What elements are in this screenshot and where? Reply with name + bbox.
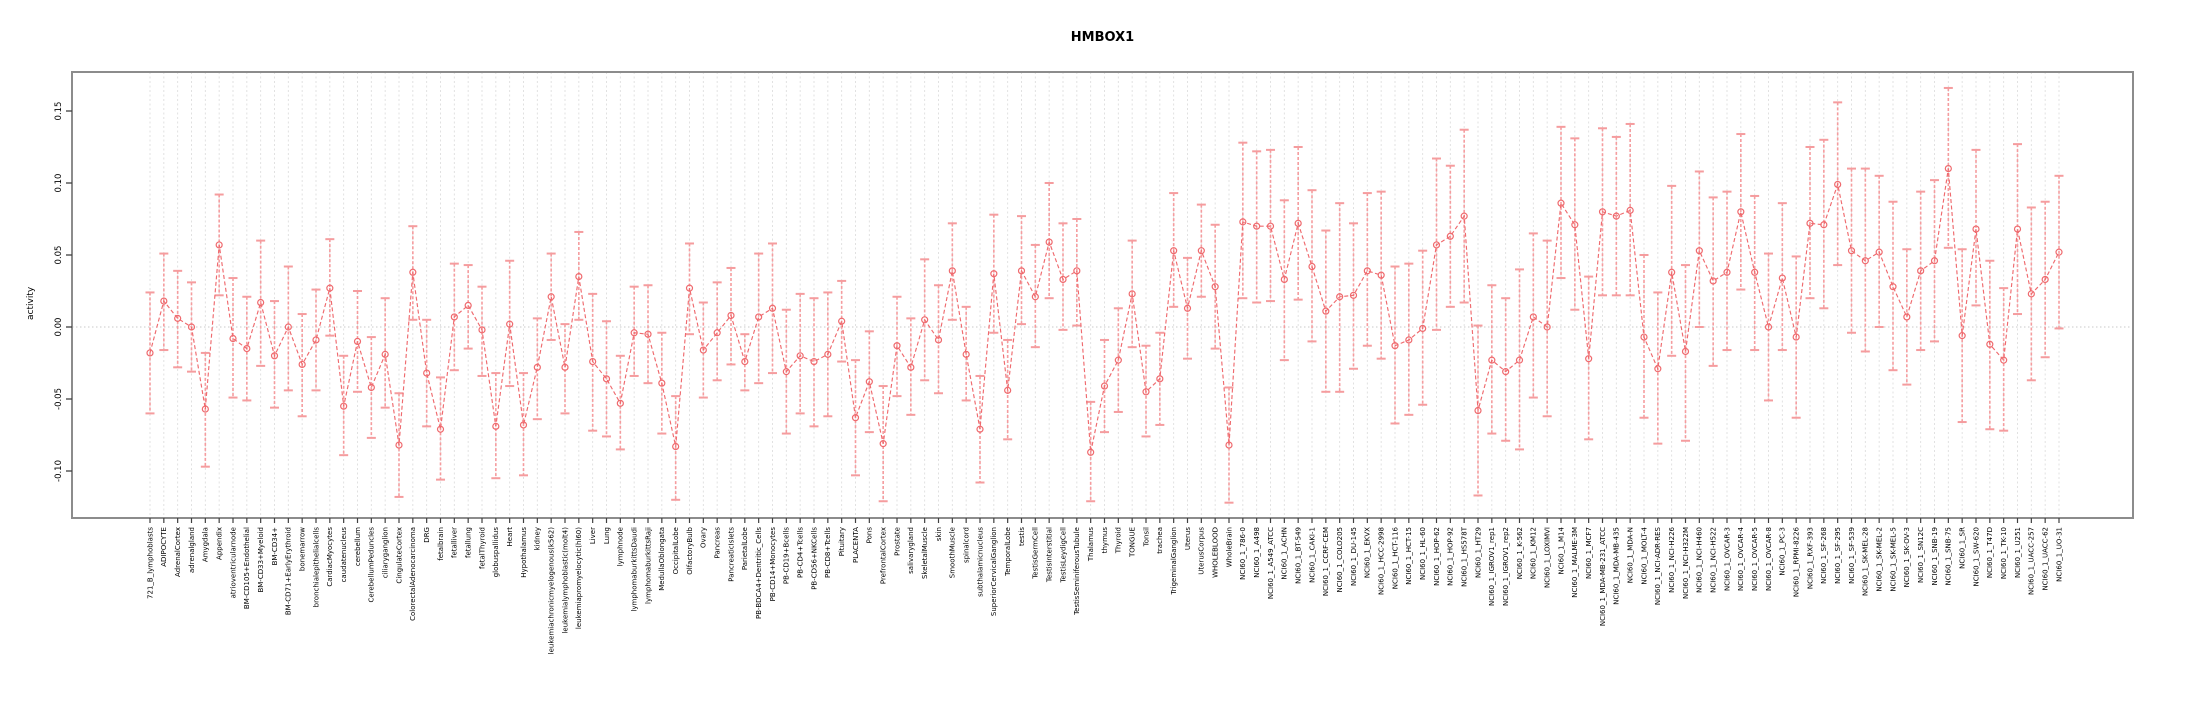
x-tick-label: NCI60_1_NCI-H522 [1709,527,1718,593]
x-tick-label: CardiacMyocytes [326,527,335,587]
x-tick-label: ADIPOCYTE [160,527,169,567]
x-tick-label: TestisGermCell [1031,527,1040,579]
x-tick-label: Lung [602,527,611,545]
x-tick-label: NCI60_1_SF-268 [1820,527,1829,584]
x-tick-label: NCI60_1_IGROV1_rep2 [1502,527,1511,606]
x-tick-label: SmoothMuscle [948,527,957,579]
x-tick-label: NCI60_1_A498 [1253,527,1262,578]
x-tick-label: OlfactoryBulb [685,527,694,575]
x-tick-label: NCI60_1_HOP-92 [1446,527,1455,586]
x-tick-label: NCI60_1_BT-549 [1294,527,1303,584]
x-tick-label: NCI60_1_T47D [1986,527,1995,579]
x-tick-label: OccipitalLobe [672,527,681,575]
x-tick-label: MedullaOblongata [658,527,667,591]
x-tick-label: adrenalgland [187,527,196,573]
x-tick-label: SkeletalMuscle [921,527,930,580]
x-tick-label: NCI60_1_LOXIMVI [1543,527,1552,589]
x-tick-label: NCI60_1_SK-OV-3 [1903,527,1912,588]
x-tick-label: AdrenalCortex [174,527,183,577]
x-tick-label: NCI60_1_U251 [2013,526,2022,579]
x-tick-label: NCI60_1_HCC-2998 [1377,527,1386,595]
x-tick-label: 721_B_lymphoblasts [146,527,155,599]
x-tick-label: NCI60_1_EKVX [1363,527,1372,579]
x-tick-label: DRG [423,527,432,543]
x-tick-label: NCI60_1_RPMI-8226 [1792,527,1801,598]
x-tick-label: TestisSeminiferousTubule [1073,527,1082,615]
x-tick-label: fetallung [464,527,473,559]
x-tick-label: NCI60_1_COLO205 [1336,527,1345,593]
x-tick-label: BM-CD71+EarlyErythroid [284,527,293,616]
x-tick-label: Heart [506,527,515,547]
x-tick-label: PrefrontalCortex [879,527,888,585]
x-tick-label: Pons [865,527,874,544]
x-tick-label: Uterus [1183,527,1192,551]
x-tick-label: NCI60_1_786-0 [1239,527,1248,580]
x-tick-label: leukemiapromyelocytic(hl60) [575,527,584,630]
x-tick-label: salivarygland [907,527,916,574]
x-tick-label: NCI60_1_MDA-MB-435 [1612,527,1621,605]
x-tick-label: WholeBrain [1225,527,1234,568]
x-tick-label: NCI60_1_TK-10 [2000,527,2009,580]
x-tick-label: CerebellumPeduncles [367,527,376,603]
x-tick-label: PB-CD14+Monocytes [768,527,777,602]
x-tick-label: NCI60_1_IGROV1_rep1 [1488,527,1497,606]
x-tick-label: TestisInterstitial [1045,527,1054,583]
x-tick-label: bronchialepithelialcells [312,527,321,608]
x-tick-label: NCI60_1_MDA-N [1626,527,1635,584]
x-tick-label: NCI60_1_MALME-3M [1571,527,1580,598]
y-tick-label: 0.05 [54,245,64,265]
x-tick-label: fetalbrain [436,527,445,561]
x-tick-label: Prostate [893,527,902,556]
x-tick-label: ciliaryganglion [381,527,390,579]
x-tick-label: WHOLEBLOOD [1211,527,1220,578]
x-tick-label: testis [1017,527,1026,547]
x-tick-label: NCI60_1_SK-MEL-28 [1861,527,1870,597]
x-tick-label: TemporalLobe [1004,527,1013,576]
x-tick-label: PB-CD8+Tcells [824,527,833,578]
y-axis-label: activity [26,286,36,320]
x-tick-label: cerebellum [353,527,362,567]
x-tick-label: PB-CD19+Bcells [782,527,791,585]
x-tick-label: thymus [1100,527,1109,554]
x-tick-label: NCI60_1_ACHN [1280,527,1289,580]
x-tick-label: lymphomaburkittsRaji [644,527,653,604]
x-tick-label: Thalamus [1087,527,1096,562]
x-tick-label: NCI60_1_MCF7 [1585,527,1594,579]
x-tick-label: lymphomaburkittsDaudi [630,527,639,612]
x-tick-label: ColorectalAdenocarcinoma [409,527,418,621]
y-tick-label: 0.15 [54,101,64,121]
x-tick-label: PB-BDCA4+Dentritic_Cells [755,527,764,619]
x-tick-label: Pituitary [838,527,847,557]
x-tick-label: NCI60_1_OVCAR-8 [1764,527,1773,591]
x-tick-label: NCI60_1_SF-295 [1834,527,1843,584]
x-tick-label: Appendix [215,527,224,560]
x-tick-label: TONGUE [1128,527,1137,557]
x-tick-label: NCI60_1_CCRF-CEM [1322,527,1331,597]
x-tick-label: NCI60_1_HS578T [1460,527,1469,587]
x-tick-label: NCI60_1_NCI-H322M [1681,527,1690,599]
x-tick-label: lymphnode [616,527,625,567]
x-tick-label: NCI60_1_UACC-62 [2041,527,2050,591]
x-tick-label: SuperiorCervicalGanglion [990,527,999,617]
x-tick-label: PancreaticIslets [727,527,736,582]
y-tick-label: 0.10 [54,173,64,193]
x-tick-label: PB-CD56+NKCells [810,527,819,590]
x-tick-label: NCI60_1_SNB-75 [1944,527,1953,586]
x-tick-label: NCI60_1_HL-60 [1419,527,1428,581]
x-tick-label: fetalThyroid [478,527,487,569]
x-tick-label: TestisLeydigCell [1059,527,1068,583]
y-tick-label: -0.10 [54,460,64,482]
x-tick-label: NCI60_1_SN12C [1917,527,1926,584]
x-tick-label: NCI60_1_NCI-ADR-RES [1654,527,1663,606]
x-tick-label: NCI60_1_DU-145 [1349,527,1358,586]
x-tick-label: Hypothalamus [519,527,528,578]
y-tick-label: -0.05 [54,388,64,410]
x-tick-label: NCI60_1_SW-620 [1972,527,1981,587]
x-tick-label: NCI60_1_MOLT-4 [1640,527,1649,585]
x-tick-label: NCI60_1_MDA-MB-231_ATCC [1598,527,1607,627]
x-tick-label: NCI60_1_UACC-257 [2027,527,2036,596]
x-tick-label: spinalcord [962,527,971,564]
x-tick-label: NCI60_1_PC-3 [1778,527,1787,576]
y-tick-label: 0.00 [54,317,64,337]
x-tick-label: caudatenucleus [340,527,349,583]
x-tick-label: trachea [1156,527,1165,554]
x-tick-label: NCI60_1_SR [1958,527,1967,569]
x-tick-label: NCI60_1_NCI-H226 [1668,527,1677,593]
x-tick-label: NCI60_1_HOP-62 [1432,527,1441,586]
x-tick-label: CingulateCortex [395,527,404,584]
x-tick-label: NCI60_1_SK-MEL-5 [1889,527,1898,592]
x-tick-label: BM-CD34+ [270,527,279,566]
x-tick-label: NCI60_1_OVCAR-4 [1737,527,1746,591]
x-tick-label: UterusCorpus [1197,527,1206,575]
x-tick-label: Amygdala [201,527,210,563]
x-tick-label: NCI60_1_SF-539 [1847,527,1856,584]
x-tick-label: BM-CD105+Endothelial [243,527,252,610]
x-tick-label: NCI60_1_OVCAR-3 [1723,527,1732,591]
x-tick-label: NCI60_1_M14 [1557,527,1566,575]
x-tick-label: PLACENTA [851,527,860,564]
x-tick-label: fetalliver [450,527,459,558]
x-tick-label: NCI60_1_HCT-116 [1391,527,1400,590]
x-tick-label: NCI60_1_UO-31 [2055,527,2064,582]
x-tick-label: NCI60_1_NCI-H460 [1695,527,1704,593]
x-tick-label: Ovary [699,527,708,548]
x-tick-label: NCI60_1_K-562 [1515,527,1524,580]
x-tick-label: BM-CD33+Myeloid [257,527,266,593]
x-tick-label: ParietalLobe [741,527,750,571]
x-tick-label: globuspallidus [492,527,501,578]
x-tick-label: TrigeminalGanglion [1170,527,1179,595]
x-tick-label: subthalamicnucleus [976,527,985,597]
x-tick-label: NCI60_1_KM12 [1529,527,1538,580]
chart-title: HMBOX1 [1070,30,1135,45]
x-tick-label: bonemarrow [298,527,307,572]
x-tick-label: NCI60_1_RXF-393 [1806,527,1815,590]
x-tick-label: NCI60_1_SNB-19 [1930,527,1939,586]
x-tick-label: kidney [533,527,542,551]
x-tick-label: Thyroid [1114,527,1123,554]
x-tick-label: skin [934,527,943,542]
x-tick-label: NCI60_1_A549_ATCC [1266,527,1275,600]
x-tick-label: NCI60_1_OVCAR-5 [1751,527,1760,591]
x-tick-label: atrioventricularnode [229,527,238,599]
x-tick-label: Pancreas [713,527,722,559]
x-tick-label: Liver [589,527,598,545]
x-tick-label: NCI60_1_HCT-15 [1405,527,1414,585]
x-tick-label: Tonsil [1142,527,1151,547]
x-tick-label: PB-CD4+Tcells [796,527,805,578]
x-tick-label: NCI60_1_SK-MEL-2 [1875,527,1884,592]
x-tick-label: NCI60_1_CAKI-1 [1308,527,1317,583]
x-tick-label: leukemiachronicmyelogenous(k562) [547,527,556,655]
x-tick-label: leukemialymphoblastic(molt4) [561,527,570,634]
x-tick-label: NCI60_1_HT29 [1474,527,1483,578]
